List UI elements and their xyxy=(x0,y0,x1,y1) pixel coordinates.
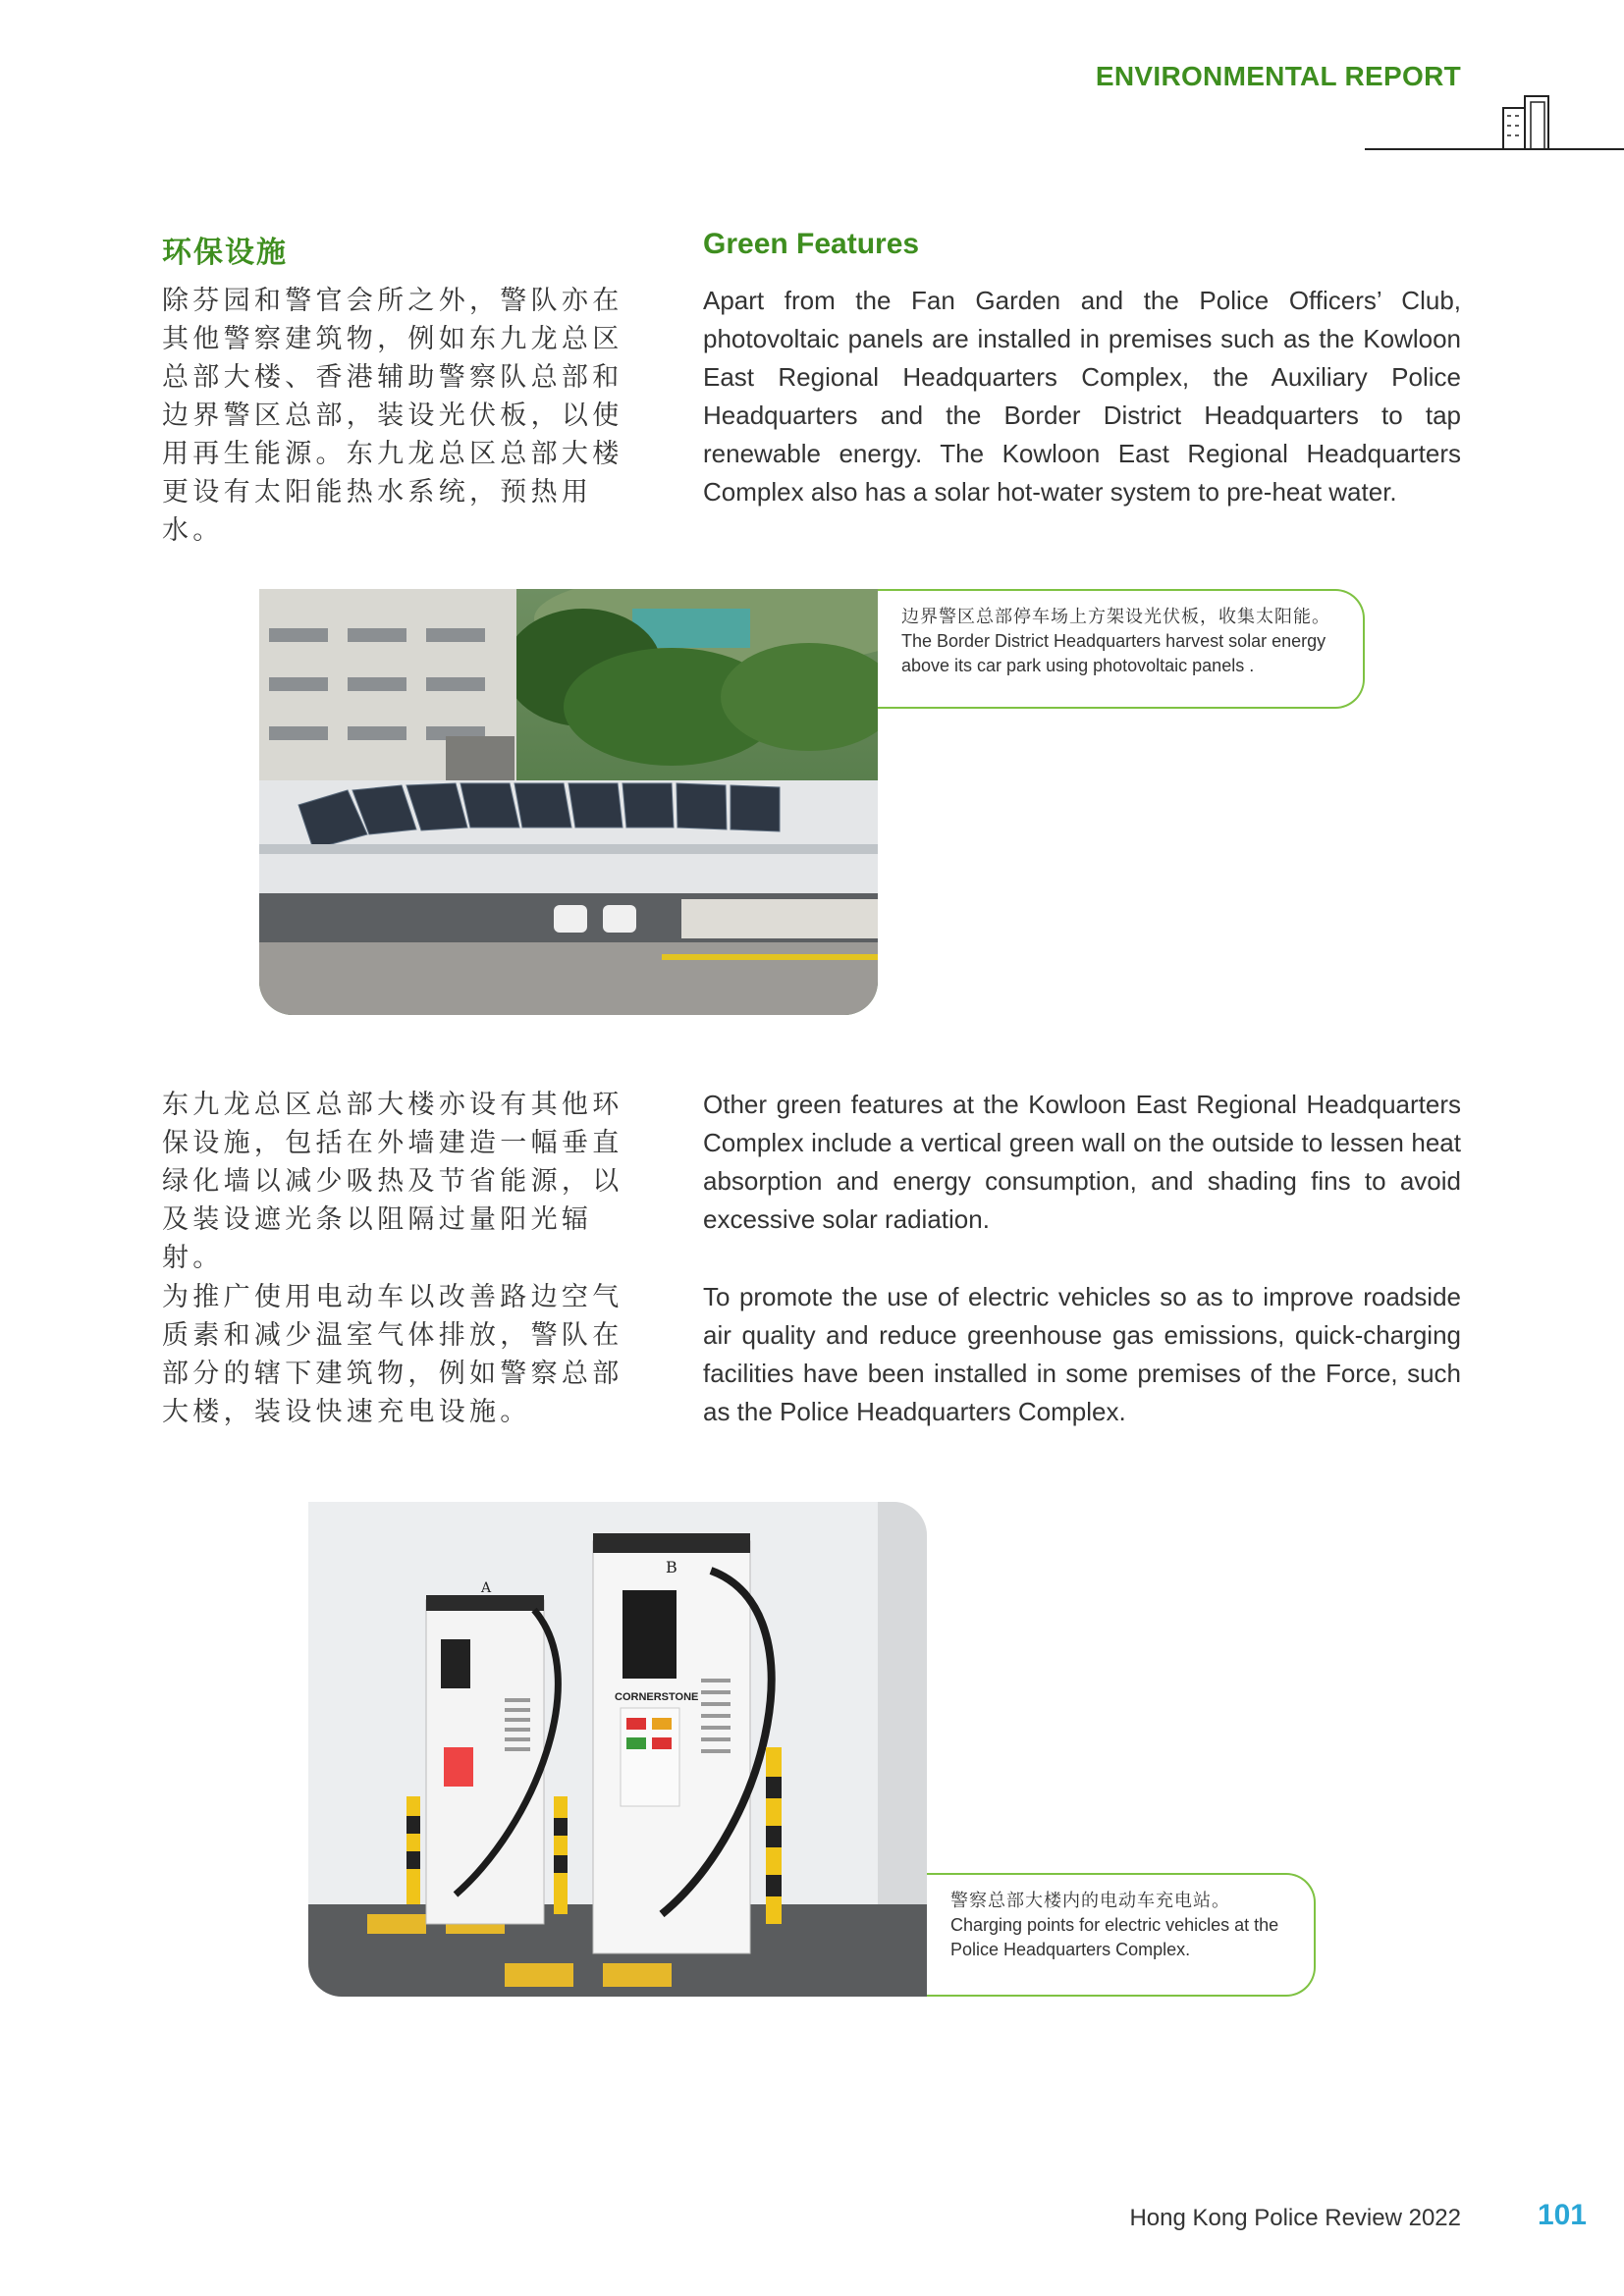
report-section-title: ENVIRONMENTAL REPORT xyxy=(1095,61,1461,91)
charger-b-label: B xyxy=(666,1558,677,1576)
caption-en: Charging points for electric vehicles at the Police Headquarters Complex. xyxy=(950,1915,1279,1959)
caption-en: The Border District Headquarters harvest solar energy above its car park using photovoltaic panels . xyxy=(901,631,1326,675)
page-number: 101 xyxy=(1537,2199,1587,2231)
charger-brand: CORNERSTONE xyxy=(615,1691,699,1703)
zh-paragraph-ev-charging: 为推广使用电动车以改善路边空气质素和减少温室气体排放，警队在部分的辖下建筑物，例如警察总部大楼，装设快速充电设施。 xyxy=(162,1282,623,1427)
en-section-heading: Green Features xyxy=(703,228,920,260)
caption-zh: 边界警区总部停车场上方架设光伏板，收集太阳能。 xyxy=(901,607,1330,627)
zh-section-heading: 环保设施 xyxy=(162,236,288,270)
publication-title: Hong Kong Police Review 2022 xyxy=(1129,2205,1461,2231)
solar-photo-caption xyxy=(878,589,1365,709)
charger-a xyxy=(426,1595,544,1924)
building-sketch-icon xyxy=(1497,92,1566,151)
en-paragraph-green-wall: Other green features at the Kowloon East Regional Headquarters Complex include a vertical green wall on the outside to lessen heat absorption and energy consumption, and shading fins to avoid excessive solar radiation. xyxy=(703,1090,1461,1234)
en-paragraph-ev-charging: To promote the use of electric vehicles so as to improve roadside air quality and reduce greenhouse gas emissions, quick-charging facilities have been installed in some premises of the Force, such as the Police Headquarters Complex. xyxy=(703,1282,1461,1426)
zh-paragraph-solar: 除芬园和警官会所之外，警队亦在其他警察建筑物，例如东九龙总区总部大楼、香港辅助警察队总部和边界警区总部，装设光伏板，以使用再生能源。东九龙总区总部大楼更设有太阳能热水系统，预热用水。 xyxy=(162,286,623,546)
zh-paragraph-green-wall: 东九龙总区总部大楼亦设有其他环保设施，包括在外墙建造一幅垂直绿化墙以减少吸热及节省能源，以及装设遮光条以阻隔过量阳光辐射。 xyxy=(162,1090,623,1273)
ev-charger-photo xyxy=(308,1502,927,1997)
header-rule xyxy=(1365,148,1624,150)
ev-photo-caption xyxy=(927,1873,1316,1997)
charger-a-label: A xyxy=(481,1580,492,1596)
charger-b xyxy=(593,1533,750,1953)
en-paragraph-solar: Apart from the Fan Garden and the Police Officers’ Club, photovoltaic panels are installed in premises such as the Kowloon East Regional Headquarters Complex, the Auxiliary Police Headquarters and the Border District Headquarters to tap renewable energy. The Kowloon East Regional Headquarters Complex also has a solar hot-water system to pre-heat water. xyxy=(703,286,1461,507)
caption-zh: 警察总部大楼内的电动车充电站。 xyxy=(950,1891,1230,1911)
solar-panel-carpark-photo xyxy=(259,589,878,1015)
